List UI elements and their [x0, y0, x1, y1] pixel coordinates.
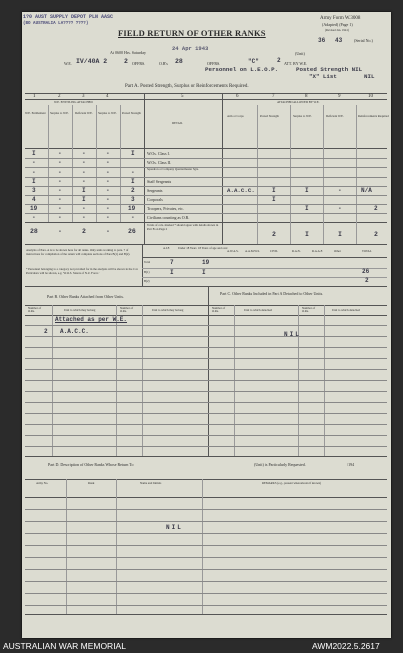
cell-detail: Squadron or Company Quartermaster Sgts. — [147, 167, 199, 171]
table-rule — [25, 148, 387, 149]
analysis-note-2: * Personnel belonging to a category not provided for in the analysis will be shown in the Col. Particulars will be shown, e.g. 'W.O.S. Sisters of N.Z. Force.' — [26, 267, 139, 275]
part-d-date-label: /194 — [347, 462, 355, 467]
analysis-total-aif: 7 — [170, 259, 174, 266]
total-c2: - — [58, 228, 62, 235]
form-name: Army Form W.3008 — [320, 16, 361, 21]
cell-c3: - — [82, 214, 86, 221]
we-col-header: Surplus to W.E. — [98, 111, 117, 115]
part-b-unit: A.A.C.C. — [60, 328, 89, 335]
analysis-col: 18 Years of age and over — [198, 246, 228, 250]
ruled-line — [25, 336, 387, 337]
table-rule — [142, 277, 387, 278]
ruled-line — [25, 581, 387, 582]
cell-c3: - — [82, 205, 86, 212]
table-rule — [257, 105, 258, 244]
col-number: 7 — [272, 94, 275, 99]
at-label: At 0600 Hrs. Saturday — [110, 50, 146, 55]
total-detail: Totals of cols. marked * should agree with details shown in Part B on Page 2 — [147, 223, 219, 231]
table-rule — [142, 244, 143, 286]
part-d-nil: NIL — [166, 524, 183, 531]
analysis-b1-over18: I — [202, 269, 206, 276]
cell-c8: I — [305, 205, 309, 212]
cell-c9: - — [338, 187, 342, 194]
col-number: 1 — [33, 94, 36, 99]
cell-c4: - — [106, 178, 110, 185]
form-title: FIELD RETURN OF OTHER RANKS — [118, 28, 266, 38]
cell-c5: - — [131, 169, 135, 176]
cell-detail: W.Os. Class II. — [147, 160, 172, 165]
cell-c1: 3 — [32, 187, 36, 194]
cell-c7: I — [272, 187, 276, 194]
part-b-number: 2 — [44, 328, 48, 335]
cell-c1: - — [32, 169, 36, 176]
part-c-title: Part C. Other Ranks Included in Part A Detached to Other Units. — [220, 291, 324, 296]
cell-detail: Corporals — [147, 197, 163, 202]
cell-c4: - — [106, 159, 110, 166]
cell-c5: - — [131, 214, 135, 221]
cell-c2: - — [58, 178, 62, 185]
cell-c4: - — [106, 205, 110, 212]
part-c-col: Unit to which detached — [332, 308, 360, 312]
part-d-unit-label: (Unit) is Particularly Requested. — [254, 462, 306, 467]
table-rule — [25, 286, 387, 287]
archive-reference: AWM2022.5.2617 — [312, 641, 380, 651]
cell-c1: 4 — [32, 196, 36, 203]
attached-col-header: Arm or Corps — [227, 114, 244, 118]
analysis-row-label: B(1) — [144, 270, 150, 274]
table-rule — [356, 105, 357, 244]
row-rule — [25, 195, 387, 196]
table-rule — [25, 456, 387, 457]
ruled-line — [25, 569, 387, 570]
ruled-line — [25, 605, 387, 606]
part-d-title: Part D. Description of Other Ranks Whose Return To — [48, 462, 134, 467]
part-a-title: Part A. Posted Strength, Surplus or Reinforcements Required. — [125, 84, 249, 89]
analysis-note: Analysis of Para. A is to be shown here for all ranks. Only units working to para. 7 of instructions for compilation of the return will complete sections of Para B(1) and B(2). — [26, 248, 131, 256]
analysis-col: A.W.A.S. — [227, 249, 239, 253]
row-rule — [25, 186, 387, 187]
unit-stamp-line-2: (BO AUSTRALIA LA???? ????) — [23, 22, 89, 26]
ruled-line — [25, 391, 387, 392]
attached-col-header: Reinforcements Required — [358, 114, 389, 118]
table-rule — [25, 497, 387, 498]
cell-c4: - — [106, 169, 110, 176]
serial-label: (Serial No.) — [354, 38, 373, 43]
analysis-total-over18: 19 — [202, 259, 210, 266]
we-col-header: Posted Strength — [122, 111, 141, 115]
cell-c1: - — [32, 214, 36, 221]
unit-label: (Unit) — [295, 51, 305, 56]
attached-col-header: Posted Strength — [260, 114, 279, 118]
attached-col-header: Surplus to W.E. — [293, 114, 312, 118]
table-rule — [290, 105, 291, 244]
cell-c3: - — [82, 169, 86, 176]
cell-c2: - — [58, 205, 62, 212]
part-b-title: Part B. Other Ranks Attached from Other Units. — [47, 294, 124, 299]
col-number: 2 — [58, 94, 61, 99]
ruled-line — [25, 413, 387, 414]
cell-c5: 3 — [131, 196, 135, 203]
cell-c2: - — [58, 187, 62, 194]
total-c4: - — [106, 228, 110, 235]
table-rule — [222, 93, 223, 244]
cell-c3: I — [82, 196, 86, 203]
attached-group-header: ATTACHED ALLOWED BY W.E. — [277, 100, 320, 104]
ruled-line — [25, 521, 387, 522]
analysis-col: TOTAL — [362, 249, 372, 253]
analysis-row-label: Total — [144, 260, 151, 264]
offrs-value: 2 — [124, 58, 128, 65]
cell-detail: Sergeants — [147, 188, 163, 193]
total-c10: 2 — [374, 231, 378, 238]
cell-c3: - — [82, 159, 86, 166]
part-b-col: Unit to which they belong — [152, 308, 184, 312]
part-b-col: Unit to which they belong — [64, 308, 96, 312]
analysis-col: A.I.F. — [163, 246, 170, 250]
x-list: "X" List — [309, 73, 337, 80]
serial-suffix: 43 — [335, 37, 343, 44]
ruled-line — [25, 347, 387, 348]
cell-c4: - — [106, 214, 110, 221]
row-rule — [25, 204, 387, 205]
form-adapted: (Adapted) (Page 1) — [322, 22, 353, 27]
we-value: IV/40A 2 — [76, 58, 108, 65]
table-rule — [25, 305, 387, 306]
cell-detail: W.Os. Class I. — [147, 151, 170, 156]
ruled-line — [25, 435, 387, 436]
table-rule — [323, 105, 324, 244]
part-b-col: Number of O.Rs. — [28, 306, 42, 313]
serial-prefix: 36 — [318, 37, 326, 44]
cell-c2: - — [58, 169, 62, 176]
cell-c1: 19 — [30, 205, 38, 212]
part-c-col: Unit to which detached — [244, 308, 272, 312]
unit-stamp-line-1: 1?0 AUST SUPPLY DEPOT PLN AASC — [23, 14, 114, 20]
analysis-col: CIVIL — [270, 249, 278, 253]
analysis-b1-aif: I — [170, 269, 174, 276]
analysis-col: R.A.A.F. — [312, 249, 323, 253]
cell-c5: 2 — [131, 187, 135, 194]
offrs2-label: OFFRS. — [207, 61, 221, 66]
cell-c8: I — [305, 187, 309, 194]
cell-c4: - — [106, 187, 110, 194]
cell-c2: - — [58, 196, 62, 203]
table-rule — [142, 268, 387, 269]
analysis-col: Under 18 Years — [178, 246, 197, 250]
analysis-col: Other — [334, 249, 341, 253]
form-revised: (Revised Jan. 1941) — [325, 28, 349, 32]
cell-c3: - — [82, 178, 86, 185]
col-number: 6 — [236, 94, 239, 99]
cell-c1: I — [32, 150, 36, 157]
offrs2-value: "C" — [248, 58, 259, 65]
ors-value: 28 — [175, 58, 183, 65]
table-rule — [25, 614, 387, 615]
cell-c10: N/A — [361, 187, 372, 194]
col-number: 3 — [82, 94, 85, 99]
attached-col-header: Deficient W.E. — [326, 114, 344, 118]
cell-c5: I — [131, 178, 135, 185]
table-rule — [208, 286, 209, 456]
col-number: 8 — [305, 94, 308, 99]
ors-label: O.R's — [159, 61, 168, 66]
analysis-b1-total: 2 — [365, 277, 369, 284]
total-c8: I — [305, 231, 309, 238]
cell-c2: - — [58, 214, 62, 221]
x-list-value: NIL — [364, 73, 375, 80]
part-c-col: Number of O.Rs. — [212, 306, 226, 313]
we-col-header: W.E. Entitlement — [25, 111, 46, 115]
cell-c9: - — [338, 205, 342, 212]
cell-detail: Troopers, Privates, etc. — [147, 206, 184, 211]
part-b-note: Attached as per W.E. — [55, 316, 128, 323]
ruled-line — [25, 380, 387, 381]
cell-c3: - — [82, 150, 86, 157]
detail-header: DETAIL — [172, 121, 183, 125]
ruled-line — [25, 325, 387, 326]
part-d-col: Rank — [88, 481, 95, 485]
cell-detail: Staff Sergeants — [147, 179, 172, 184]
personnel-line: Personnel on L.E.O.P. — [205, 66, 279, 73]
col-number: 9 — [338, 94, 341, 99]
archive-credit: AUSTRALIAN WAR MEMORIAL — [3, 641, 126, 651]
return-date: 24 Apr 1943 — [172, 45, 209, 52]
analysis-col: R.A.N. — [292, 249, 301, 253]
ruled-line — [25, 509, 387, 510]
part-d-col: Army No. — [36, 481, 49, 485]
table-rule — [144, 93, 145, 244]
ruled-line — [25, 358, 387, 359]
total-c7: 2 — [272, 231, 276, 238]
we-col-header: Surplus to W.E. — [50, 111, 69, 115]
row-rule — [25, 213, 387, 214]
cell-c2: - — [58, 159, 62, 166]
ruled-line — [25, 557, 387, 558]
offrs-label: OFFRS. — [132, 61, 146, 66]
cell-c2: - — [58, 150, 62, 157]
att-by-we-label: ATT. BY W.E. — [284, 61, 308, 66]
ruled-line — [25, 593, 387, 594]
cell-c3: I — [82, 187, 86, 194]
ruled-line — [25, 545, 387, 546]
cell-c1: - — [32, 159, 36, 166]
cell-c4: - — [106, 150, 110, 157]
we-label: W.E. — [64, 61, 72, 66]
posted-strength-nil: Posted Strength NIL — [296, 66, 363, 73]
cell-c10: 2 — [374, 205, 378, 212]
total-c3: 2 — [82, 228, 86, 235]
table-rule — [142, 257, 387, 258]
attached-value: 2 — [277, 57, 281, 64]
table-rule — [25, 479, 387, 480]
cell-c7: I — [272, 196, 276, 203]
cell-c4: - — [106, 196, 110, 203]
part-d-col: REMARKS (e.g., present whereabouts if known) — [262, 481, 322, 485]
cell-c5: I — [131, 150, 135, 157]
ruled-line — [25, 533, 387, 534]
total-c1: 28 — [30, 228, 38, 235]
total-c9: I — [338, 231, 342, 238]
ruled-line — [25, 446, 387, 447]
row-rule — [25, 158, 387, 159]
cell-detail: Civilians counting as O.R. — [147, 215, 190, 220]
total-c5: 26 — [128, 228, 136, 235]
cell-arm: A.A.C.C. — [227, 187, 255, 194]
cell-c5: 19 — [128, 205, 136, 212]
ruled-line — [25, 424, 387, 425]
cell-c1: I — [32, 178, 36, 185]
part-d-col: Name and Initials — [140, 481, 162, 485]
col-number: 5 — [181, 94, 184, 99]
col-number: 4 — [106, 94, 109, 99]
col-number: 10 — [368, 94, 373, 99]
part-c-col: Number of O.Rs. — [302, 306, 316, 313]
form-sheet — [22, 12, 391, 638]
table-rule — [25, 244, 387, 245]
we-col-header: Deficient W.E. — [75, 111, 93, 115]
ruled-line — [25, 402, 387, 403]
part-b-col: Number of O.Rs. — [120, 306, 134, 313]
analysis-row-label: B(2) — [144, 279, 150, 283]
we-group-header: W.E. ENTITLING ATTACHED — [54, 100, 93, 104]
analysis-col: A.A.M.W.S. — [245, 249, 260, 253]
ruled-line — [25, 369, 387, 370]
row-rule — [25, 177, 387, 178]
part-c-nil: NIL — [284, 331, 301, 338]
table-rule — [25, 93, 387, 94]
analysis-total: 26 — [362, 268, 370, 275]
